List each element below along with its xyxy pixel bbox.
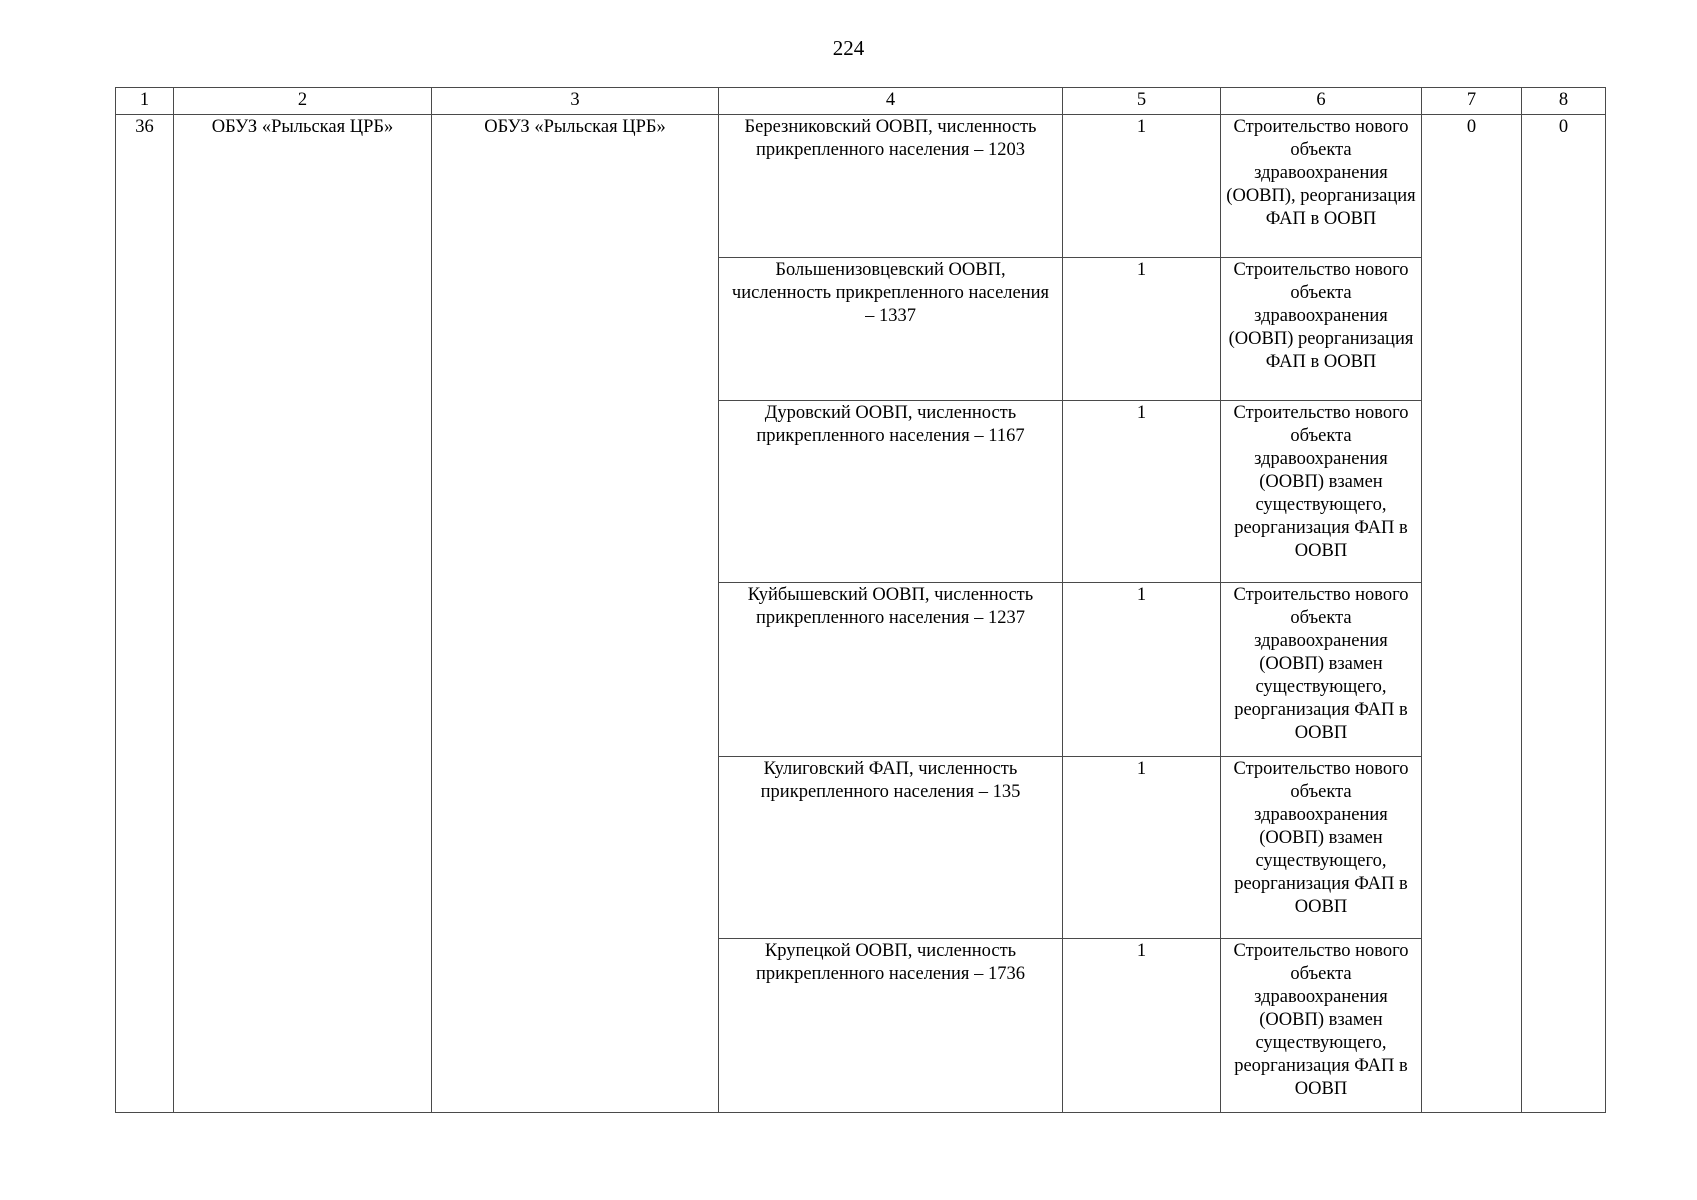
object-cell xyxy=(719,401,1063,583)
object-text: Дуровский ООВП, численность прикрепленного населения – 1167 xyxy=(756,403,1025,446)
action-text: Строительство нового объекта здравоохранения (ООВП), реорганизация ФАП в ООВП xyxy=(1226,117,1416,229)
object-text: Крупецкой ООВП, численность прикрепленного населения – 1736 xyxy=(756,941,1025,984)
action-cell xyxy=(1221,115,1422,258)
header-cell-1: 1 xyxy=(116,88,174,115)
header-cell-6: 6 xyxy=(1221,88,1422,115)
row-number-cell: 36 xyxy=(116,115,174,1113)
object-text: Большенизовцевский ООВП, численность прикрепленного населения – 1337 xyxy=(731,260,1050,326)
action-cell xyxy=(1221,939,1422,1113)
action-cell xyxy=(1221,401,1422,583)
action-cell xyxy=(1221,757,1422,939)
header-cell-2: 2 xyxy=(174,88,432,115)
header-cell-7: 7 xyxy=(1422,88,1522,115)
quantity-cell: 1 xyxy=(1063,115,1221,258)
object-cell xyxy=(719,258,1063,401)
object-cell xyxy=(719,583,1063,757)
quantity-cell: 1 xyxy=(1063,583,1221,757)
action-text: Строительство нового объекта здравоохранения (ООВП) взамен существующего, реорганизация ФАП в ООВП xyxy=(1233,403,1409,561)
header-cell-4: 4 xyxy=(719,88,1063,115)
action-text: Строительство нового объекта здравоохранения (ООВП) реорганизация ФАП в ООВП xyxy=(1228,260,1414,372)
object-text: Березниковский ООВП, численность прикрепленного населения – 1203 xyxy=(744,117,1037,160)
header-cell-5: 5 xyxy=(1063,88,1221,115)
quantity-cell: 1 xyxy=(1063,939,1221,1113)
action-text: Строительство нового объекта здравоохранения (ООВП) взамен существующего, реорганизация ФАП в ООВП xyxy=(1233,941,1409,1099)
object-text: Куйбышевский ООВП, численность прикрепленного населения – 1237 xyxy=(747,585,1034,628)
header-cell-3: 3 xyxy=(432,88,719,115)
header-cell-8: 8 xyxy=(1522,88,1606,115)
page-number: 224 xyxy=(832,36,865,60)
object-cell xyxy=(719,939,1063,1113)
column-7-cell: 0 xyxy=(1422,115,1522,1113)
quantity-cell: 1 xyxy=(1063,401,1221,583)
object-text: Кулиговский ФАП, численность прикрепленного населения – 135 xyxy=(760,759,1021,802)
organization-cell: ОБУЗ «Рыльская ЦРБ» xyxy=(174,115,432,1113)
column-8-cell: 0 xyxy=(1522,115,1606,1113)
facilities-table xyxy=(115,87,1606,1113)
action-text: Строительство нового объекта здравоохранения (ООВП) взамен существующего, реорганизация ФАП в ООВП xyxy=(1233,759,1409,917)
object-cell xyxy=(719,757,1063,939)
action-text: Строительство нового объекта здравоохранения (ООВП) взамен существующего, реорганизация ФАП в ООВП xyxy=(1233,585,1409,743)
quantity-cell: 1 xyxy=(1063,258,1221,401)
action-cell xyxy=(1221,583,1422,757)
table-row xyxy=(116,115,1606,258)
object-cell xyxy=(719,115,1063,258)
quantity-cell: 1 xyxy=(1063,757,1221,939)
action-cell xyxy=(1221,258,1422,401)
organization-unit-cell: ОБУЗ «Рыльская ЦРБ» xyxy=(432,115,719,1113)
header-row xyxy=(116,88,1606,115)
